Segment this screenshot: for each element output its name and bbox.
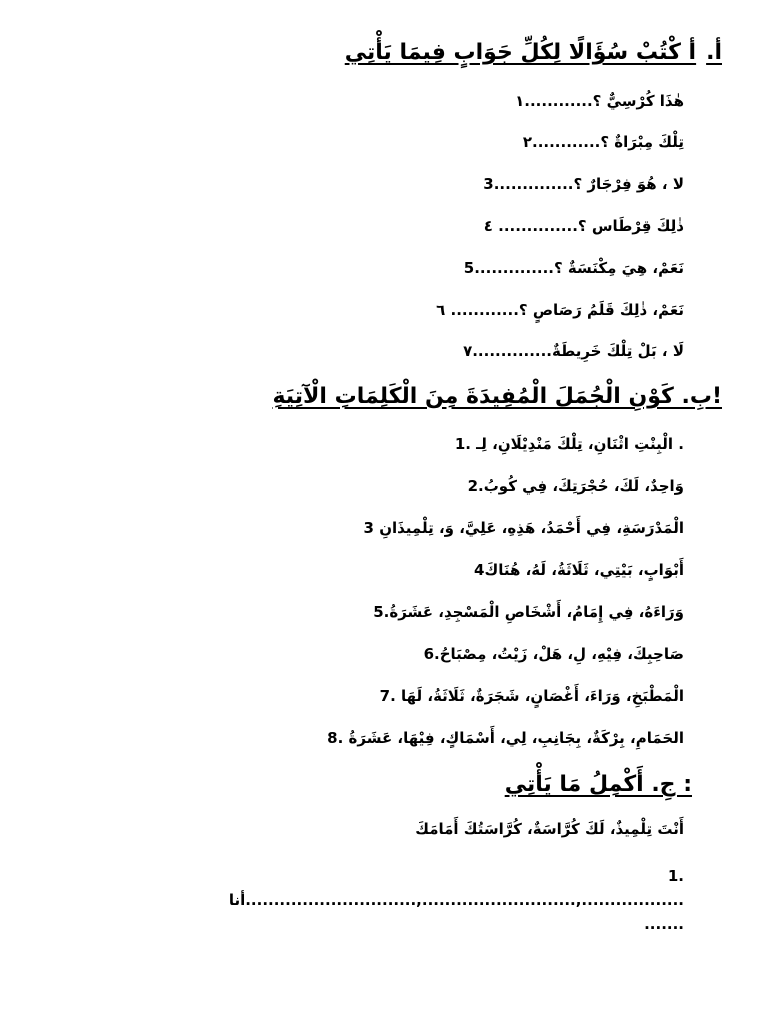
section-a-item-5: نَعَمْ، هِيَ مِكْنَسَةٌ ؟..............5 [463,259,684,277]
section-c-answer [84,864,684,936]
answer-number: 1. [667,867,684,885]
section-a-item-6: نَعَمْ، ذٰلِكَ قَلَمُ رَصَاصٍ ؟............ ٦ [436,301,684,319]
section-a-item-2: تِلْكَ مِبْرَاةٌ ؟............٢ [522,133,684,151]
section-a-item-7: لَا ، بَلْ تِلْكَ خَرِيطَةٌ..............٧ [463,342,684,360]
section-b-item-7: الْمَطْبَخِ، وَرَاءَ، أَغْصَانٍ، شَجَرَةٌ، ثَلَاثَةُ، لَهَا .7 [379,687,684,705]
section-c-heading [505,772,692,797]
section-b-item-5: وَرَاءَهُ، فِي إِمَامُ، أَشْخَاصِ الْمَسْجِدِ، عَشَرَةُ.5 [373,603,684,621]
section-a-heading [345,40,722,65]
section-a-title: أ كْتُبْ سُؤَالًا لِكُلِّ جَوَابٍ فِيمَا يَأْتِي [344,40,697,65]
section-a-item-4: ذٰلِكَ قِرْطَاس ؟.............. ٤ [483,217,684,235]
section-a-item-3: لا ، هُوَ فِرْجَارٌ ؟..............3 [483,175,684,193]
section-b-item-8: الحَمَامِ، بِرْكَةٌ، بِجَانِبِ، لِي، أَسْمَاكٍ، فِيْهَا، عَشَرَةُ .8 [327,729,684,747]
section-c-title: : جِ. أَكْمِلُ مَا يَأْتِي [504,772,692,797]
section-b-item-6: صَاحِبِكَ، فِيْهِ، لِ، هَلْ، زَيْتُ، مِصْبَاحُ.6 [423,645,684,663]
section-b-item-4: أَبْوَابٍ، بَيْتِي، ثَلَاثَةُ، لَهُ، هُنَاكَ4 [474,561,684,579]
answer-tail: ....... [644,915,684,933]
section-b-item-3: الْمَدْرَسَةِ، فِي أَحْمَدُ، هَذِهِ، عَلِيَّ، وَ، تِلْمِيذَانِ 3 [363,519,684,537]
section-b-item-2: وَاحِدٌ، لَكَ، حُجْرَتِكَ، فِي كُوبُ.2 [467,477,684,495]
section-b-title: !بِ. كَوْنِ الْجُمَلَ الْمُفِيدَةَ مِنَ الْكَلِمَاتِ الْآتِيَةِ [272,384,722,409]
section-a-item-1: هٰذَا كُرْسِيٌّ ؟............١ [515,92,684,110]
section-b-heading [272,384,722,409]
answer-line: أنا..............................,...........................,.................. [228,891,684,909]
section-a-marker: أ. [706,40,722,65]
section-c-example: أَنْتَ تِلْمِيذٌ، لَكَ كُرَّاسَةٌ، كُرَّاسَتُكَ أَمَامَكَ [415,820,684,838]
section-b-item-1: . الْبِنْتِ اثْنَانِ، تِلْكَ مَنْدِيْلَانِ، لِـ .1 [454,435,684,453]
